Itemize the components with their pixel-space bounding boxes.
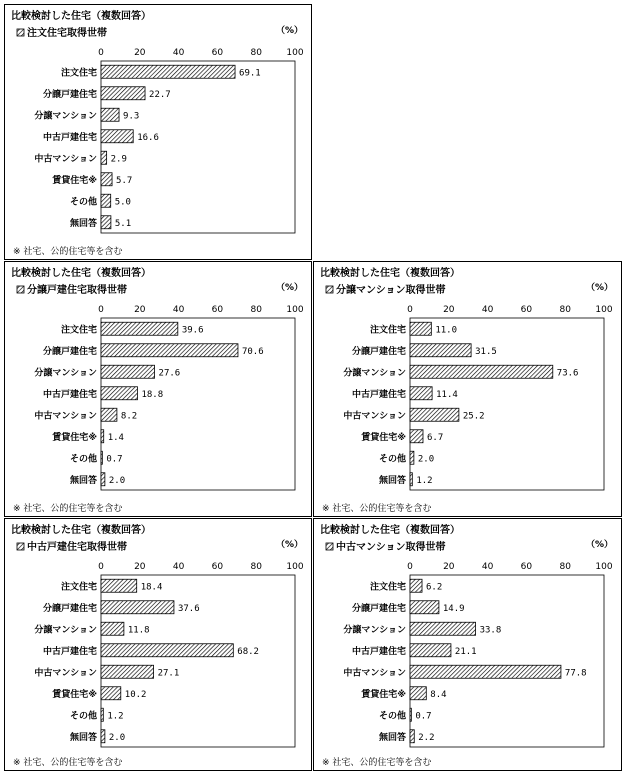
x-tick-label: 80 [559,305,571,315]
value-label: 18.8 [141,389,164,400]
category-label: 分譲戸建住宅 [351,603,406,614]
value-label: 5.0 [114,197,131,208]
unit-label: （%） [275,540,303,550]
value-label: 11.8 [127,625,150,636]
bar [101,322,178,335]
x-tick-label: 80 [250,305,262,315]
bar [101,579,137,592]
chart-svg [314,262,623,518]
value-label: 68.2 [237,646,259,657]
bar [410,408,459,421]
category-label: 中古マンション [343,668,406,679]
value-label: 27.6 [158,368,181,379]
value-label: 33.8 [479,625,502,636]
value-label: 2.2 [418,732,435,743]
chart-svg [314,519,623,772]
chart-subtitle: 中古戸建住宅取得世帯 [27,542,127,553]
category-label: 注文住宅 [369,582,406,593]
category-label: 無回答 [378,475,406,486]
category-label: 注文住宅 [60,582,97,593]
bar [101,130,133,143]
chart-svg [5,519,313,772]
category-label: 無回答 [69,218,97,229]
category-label: 分譲マンション [343,368,406,379]
chart-subtitle: 分譲マンション取得世帯 [336,285,446,296]
chart-subtitle: 分譲戸建住宅取得世帯 [27,285,127,296]
category-label: その他 [69,454,97,465]
category-label: 無回答 [69,475,97,486]
bar [410,579,422,592]
category-label: その他 [378,454,406,465]
bar [101,108,119,121]
footnote: ※ 社宅、公的住宅等を含む [13,758,123,768]
category-label: 分譲マンション [34,368,97,379]
bar [410,430,423,443]
chart-title: 比較検討した住宅（複数回答） [11,11,151,22]
value-label: 18.4 [140,582,163,593]
category-label: 無回答 [378,732,406,743]
value-label: 6.2 [426,582,443,593]
category-label: 中古マンション [343,411,406,422]
bar [101,216,111,229]
value-label: 11.4 [436,389,458,400]
bar [410,322,431,335]
x-tick-label: 100 [595,305,613,315]
unit-label: （%） [585,540,613,550]
x-tick-label: 0 [98,305,104,315]
bar [410,644,451,657]
bar [410,473,412,486]
bar [101,644,233,657]
category-label: 中古戸建住宅 [42,646,97,657]
legend-swatch [17,543,24,550]
footnote: ※ 社宅、公的住宅等を含む [13,247,123,257]
x-tick-label: 0 [98,562,104,572]
category-label: 賃貸住宅※ [52,175,97,186]
category-label: 分譲マンション [34,625,97,636]
category-label: 賃貸住宅※ [52,689,97,700]
bar [410,365,553,378]
category-label: 賃貸住宅※ [361,432,406,443]
x-tick-label: 100 [286,562,304,572]
chart-panel-used-detached [4,518,312,771]
x-tick-label: 20 [134,48,146,58]
x-tick-label: 20 [443,562,455,572]
bar [410,687,426,700]
x-tick-label: 40 [172,562,185,572]
bar [410,708,411,721]
value-label: 2.0 [108,475,126,486]
bar [101,687,121,700]
unit-label: （%） [275,26,303,36]
bar [410,665,561,678]
bar [101,622,124,635]
bar [101,473,105,486]
x-tick-label: 80 [559,562,571,572]
x-tick-label: 80 [250,48,262,58]
category-label: 中古戸建住宅 [351,389,406,400]
bar [410,387,432,400]
legend-swatch [17,286,24,293]
category-label: 分譲戸建住宅 [42,603,97,614]
value-label: 14.9 [442,603,465,614]
category-label: 注文住宅 [60,68,97,79]
x-tick-label: 60 [520,305,533,315]
x-tick-label: 20 [134,305,146,315]
x-tick-label: 0 [407,305,413,315]
chart-title: 比較検討した住宅（複数回答） [320,268,460,279]
value-label: 2.0 [108,732,126,743]
x-tick-label: 100 [595,562,613,572]
bar [101,408,117,421]
x-tick-label: 0 [407,562,413,572]
x-tick-label: 60 [520,562,533,572]
bar [101,451,102,464]
x-tick-label: 100 [286,48,304,58]
value-label: 1.2 [416,475,433,486]
category-label: 分譲マンション [343,625,406,636]
category-label: 分譲戸建住宅 [42,89,97,100]
x-tick-label: 0 [98,48,104,58]
x-tick-label: 20 [443,305,455,315]
x-tick-label: 40 [481,562,494,572]
value-label: 6.7 [426,432,444,443]
chart-svg [5,262,313,518]
category-label: 中古戸建住宅 [351,646,406,657]
category-label: その他 [69,711,97,722]
chart-title: 比較検討した住宅（複数回答） [320,525,460,536]
x-tick-label: 80 [250,562,262,572]
x-tick-label: 40 [172,305,185,315]
chart-title: 比較検討した住宅（複数回答） [11,268,151,279]
bar [410,730,414,743]
value-label: 70.6 [241,346,264,357]
bar [101,708,103,721]
category-label: 中古マンション [34,154,97,165]
value-label: 2.0 [417,454,435,465]
unit-label: （%） [275,283,303,293]
chart-svg [5,5,313,261]
value-label: 2.9 [110,154,127,165]
value-label: 10.2 [124,689,147,700]
footnote: ※ 社宅、公的住宅等を含む [13,504,123,514]
bar [410,601,439,614]
bar [101,730,105,743]
category-label: 中古戸建住宅 [42,389,97,400]
legend-swatch [326,543,333,550]
value-label: 8.4 [430,689,447,700]
value-label: 73.6 [556,368,579,379]
category-label: 注文住宅 [369,325,406,336]
legend-swatch [326,286,333,293]
bar [101,665,154,678]
value-label: 39.6 [181,325,204,336]
value-label: 31.5 [475,346,497,357]
category-label: 分譲マンション [34,111,97,122]
value-label: 77.8 [564,668,587,679]
bar [101,65,235,78]
category-label: 分譲戸建住宅 [42,346,97,357]
chart-panel-custom-home [4,4,312,260]
chart-subtitle: 中古マンション取得世帯 [336,542,446,553]
bar [101,173,112,186]
legend-swatch [17,29,24,36]
value-label: 1.4 [107,432,124,443]
category-label: 賃貸住宅※ [361,689,406,700]
bar [101,365,155,378]
value-label: 5.1 [114,218,132,229]
x-tick-label: 60 [211,305,224,315]
x-tick-label: 60 [211,48,224,58]
x-tick-label: 100 [286,305,304,315]
bar [410,344,471,357]
category-label: 中古マンション [34,668,97,679]
bar [410,622,476,635]
x-tick-label: 40 [172,48,185,58]
value-label: 27.1 [157,668,180,679]
chart-panel-used-condo [313,518,622,771]
value-label: 21.1 [454,646,477,657]
bar [101,344,238,357]
value-label: 22.7 [149,89,171,100]
footnote: ※ 社宅、公的住宅等を含む [322,504,432,514]
category-label: 分譲戸建住宅 [351,346,406,357]
value-label: 9.3 [123,111,140,122]
x-tick-label: 40 [481,305,494,315]
category-label: 中古戸建住宅 [42,132,97,143]
chart-panel-new-condo [313,261,622,517]
x-tick-label: 60 [211,562,224,572]
category-label: その他 [378,711,406,722]
bar [101,87,145,100]
bar [101,194,111,207]
category-label: 注文住宅 [60,325,97,336]
category-label: 賃貸住宅※ [52,432,97,443]
chart-title: 比較検討した住宅（複数回答） [11,525,151,536]
value-label: 11.0 [435,325,458,336]
value-label: 37.6 [177,603,200,614]
value-label: 25.2 [462,411,485,422]
category-label: 無回答 [69,732,97,743]
category-label: その他 [69,197,97,208]
chart-panel-new-detached [4,261,312,517]
value-label: 8.2 [120,411,138,422]
x-tick-label: 20 [134,562,146,572]
value-label: 69.1 [239,68,261,79]
value-label: 5.7 [116,175,133,186]
bar [101,387,137,400]
chart-subtitle: 注文住宅取得世帯 [27,28,107,39]
value-label: 1.2 [107,711,124,722]
value-label: 0.7 [415,711,432,722]
bar [101,151,107,164]
bar [410,451,414,464]
bar [101,430,104,443]
footnote: ※ 社宅、公的住宅等を含む [322,758,432,768]
value-label: 16.6 [137,132,159,143]
bar [101,601,174,614]
value-label: 0.7 [106,454,123,465]
unit-label: （%） [585,283,613,293]
category-label: 中古マンション [34,411,97,422]
